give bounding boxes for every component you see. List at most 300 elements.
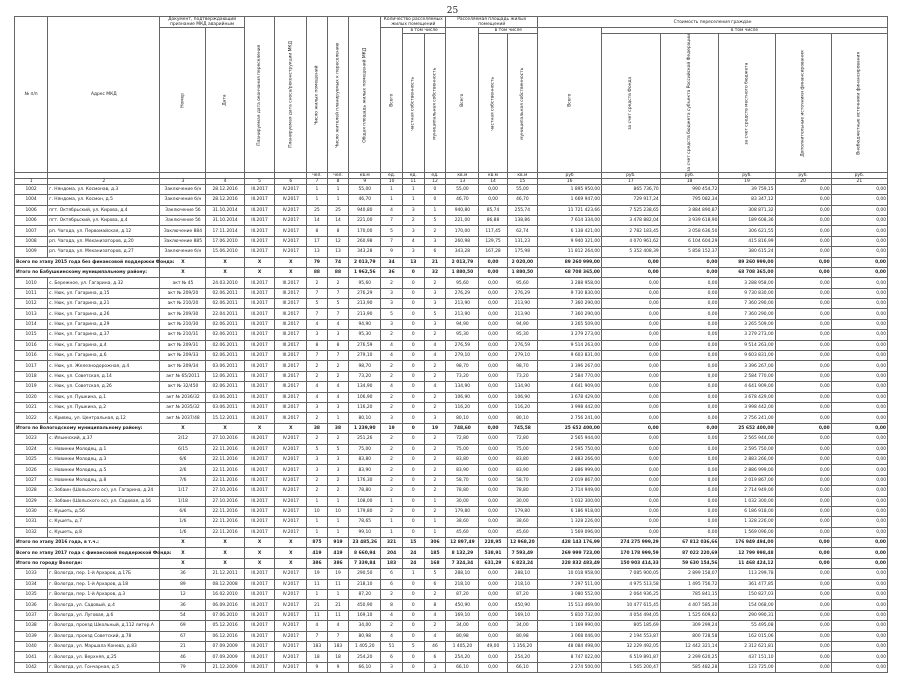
column-number-cell: 7: [307, 178, 327, 184]
table-cell: 95,30: [446, 330, 479, 340]
table-cell: 1 328 226,00: [719, 517, 775, 527]
table-cell: 1: [327, 517, 349, 527]
table-cell: 0,00: [831, 184, 887, 194]
table-cell: 1: [381, 184, 403, 194]
table-cell: 16.02.2010: [206, 590, 244, 600]
table-cell: IV.2017: [275, 215, 307, 225]
col-cost-extra: Дополнительные источники финансирования: [775, 34, 831, 173]
table-cell: 46,70: [507, 195, 538, 205]
table-cell: 0: [402, 423, 424, 433]
table-cell: IV.2017: [275, 652, 307, 662]
table-cell: 59 630 154,56: [660, 558, 719, 568]
table-cell: 2: [307, 413, 327, 423]
table-cell: 0,00: [601, 423, 660, 433]
table-cell: 0,00: [775, 475, 831, 485]
table-cell: 24.03.2010: [206, 278, 244, 288]
table-cell: 3 478 882,04: [601, 215, 660, 225]
table-cell: 3: [402, 205, 424, 215]
table-cell: 02.06.2011: [206, 288, 244, 298]
table-cell: 3: [402, 226, 424, 236]
column-number-cell: 10: [381, 178, 403, 184]
table-cell: 1 405,20: [446, 641, 479, 651]
table-cell: 0,00: [831, 434, 887, 444]
table-cell: 14: [327, 215, 349, 225]
table-cell: 0,00: [775, 330, 831, 340]
table-cell: 0,00: [775, 590, 831, 600]
table-row: [15, 403, 888, 413]
table-cell: 0,00: [775, 371, 831, 381]
table-cell: 0,00: [601, 309, 660, 319]
table-cell: 2 883 266,00: [538, 454, 602, 464]
table-cell: 2: [424, 621, 446, 631]
table-cell: 0,00: [831, 392, 887, 402]
table-cell: 0,00: [775, 257, 831, 267]
table-cell: III.2017: [244, 641, 275, 651]
table-cell: 138,86: [507, 215, 538, 225]
table-cell: 46: [160, 652, 206, 662]
table-cell: 0,00: [660, 392, 719, 402]
table-cell: 3: [424, 319, 446, 329]
table-cell: IV.2017: [275, 621, 307, 631]
table-cell: 1018: [15, 371, 48, 381]
table-cell: 0: [402, 610, 424, 620]
table-cell: 1024: [15, 444, 48, 454]
address-cell: с. Кушеть, д.7: [48, 517, 160, 527]
table-cell: 0,00: [601, 340, 660, 350]
address-cell: г. Няндома, ул. Космон, д.5: [48, 195, 160, 205]
table-cell: Заключение б/н: [160, 195, 206, 205]
table-cell: 1: [307, 527, 327, 537]
table-cell: 02.06.2011: [206, 382, 244, 392]
table-cell: 8: [307, 340, 327, 350]
table-cell: 1 356,20: [507, 641, 538, 651]
table-cell: 1016: [15, 340, 48, 350]
table-cell: III.2017: [275, 413, 307, 423]
table-cell: 1021: [15, 403, 48, 413]
table-cell: 22.11.2016: [206, 506, 244, 516]
table-cell: 0,00: [831, 486, 887, 496]
table-cell: 7 593,49: [507, 548, 538, 558]
table-cell: 3 265 509,00: [719, 319, 775, 329]
address-cell: г. Вологда, ул. Верхняя, д.25: [48, 652, 160, 662]
table-cell: 5: [381, 226, 403, 236]
table-cell: 213,90: [349, 309, 381, 319]
table-cell: 0,00: [831, 361, 887, 371]
table-cell: 7 360 290,00: [538, 309, 602, 319]
table-cell: 1006: [15, 205, 48, 215]
table-cell: 1 495 756,72: [660, 579, 719, 589]
table-cell: 7: [327, 631, 349, 641]
table-cell: 3: [424, 413, 446, 423]
table-cell: 0,00: [660, 257, 719, 267]
table-cell: акт № 32/450: [160, 382, 206, 392]
table-cell: 2 886 999,00: [719, 465, 775, 475]
table-cell: 0: [402, 496, 424, 506]
table-cell: 0: [402, 413, 424, 423]
table-cell: 0,00: [601, 454, 660, 464]
table-cell: 0,00: [479, 382, 507, 392]
table-cell: 8 132,29: [446, 548, 479, 558]
table-cell: X: [160, 423, 206, 433]
table-cell: IV.2017: [275, 454, 307, 464]
table-cell: 169,10: [446, 610, 479, 620]
table-cell: 5: [327, 444, 349, 454]
table-cell: X: [275, 267, 307, 277]
table-cell: 134,90: [507, 382, 538, 392]
table-cell: 7: [381, 215, 403, 225]
table-cell: 0,00: [660, 506, 719, 516]
table-cell: 2 584 770,00: [719, 371, 775, 381]
table-cell: 2: [424, 465, 446, 475]
table-cell: 1032: [15, 527, 48, 537]
table-cell: 0,00: [479, 600, 507, 610]
address-cell: с. Нюк, ул. Гагарина, д.21: [48, 299, 160, 309]
table-cell: 1019: [15, 382, 48, 392]
table-cell: 5: [307, 444, 327, 454]
table-cell: 1025: [15, 454, 48, 464]
table-row: [15, 309, 888, 319]
table-cell: 0,00: [479, 590, 507, 600]
table-cell: 58,70: [507, 475, 538, 485]
table-cell: акт № 2036/32: [160, 392, 206, 402]
table-cell: 0,00: [660, 340, 719, 350]
table-cell: 0,00: [601, 267, 660, 277]
table-cell: 343,28: [349, 247, 381, 257]
table-cell: 4: [381, 340, 403, 350]
table-cell: 3 998 442,00: [538, 403, 602, 413]
address-cell: с. Нюк, ул. Гагарина, д.29: [48, 319, 160, 329]
table-cell: 183: [381, 558, 403, 568]
table-cell: 386: [327, 558, 349, 568]
table-cell: III.2017: [244, 652, 275, 662]
table-cell: Заключение 885: [160, 236, 206, 246]
table-cell: 990 454,72: [660, 184, 719, 194]
table-cell: 0,00: [831, 652, 887, 662]
table-cell: 2: [424, 475, 446, 485]
table-row: [15, 631, 888, 641]
address-cell: г. Вологда, проезд Школьный, д.112 литер.А: [48, 621, 160, 631]
table-cell: 2: [424, 506, 446, 516]
summary-label: Итого по Вологодскому муниципальному району:: [15, 423, 160, 433]
table-cell: 4: [307, 382, 327, 392]
table-cell: III.2017: [244, 506, 275, 516]
table-cell: 0,00: [775, 610, 831, 620]
table-cell: 8: [307, 226, 327, 236]
table-row: [15, 340, 888, 350]
table-cell: 6: [381, 579, 403, 589]
table-cell: 22.04.2011: [206, 309, 244, 319]
table-cell: 0,00: [775, 267, 831, 277]
table-cell: 0,00: [601, 330, 660, 340]
table-cell: 0,00: [660, 319, 719, 329]
table-cell: 1: [402, 195, 424, 205]
table-row: [15, 517, 888, 527]
table-cell: 1: [327, 527, 349, 537]
table-cell: 2: [424, 403, 446, 413]
table-cell: 175,98: [507, 247, 538, 257]
summary-label: Всего по этапу 2017 года с финансовой поддержкой Фонда:: [15, 548, 160, 558]
table-cell: 183: [307, 641, 327, 651]
table-cell: IV.2017: [275, 600, 307, 610]
table-cell: 2/12: [160, 434, 206, 444]
table-cell: III.2017: [275, 309, 307, 319]
summary-row: [15, 423, 888, 433]
table-cell: 0,00: [775, 299, 831, 309]
table-cell: IV.2017: [275, 195, 307, 205]
table-cell: 06.12.2016: [206, 631, 244, 641]
table-cell: 0,00: [831, 590, 887, 600]
table-cell: 02.06.2011: [206, 299, 244, 309]
table-cell: III.2017: [244, 361, 275, 371]
table-cell: 7 360 290,00: [538, 299, 602, 309]
table-cell: 1/6: [160, 527, 206, 537]
column-number-cell: 12: [424, 178, 446, 184]
table-cell: 0,00: [601, 403, 660, 413]
table-cell: 5: [307, 299, 327, 309]
table-cell: 0: [402, 330, 424, 340]
table-cell: 4: [381, 205, 403, 215]
table-cell: 2: [381, 621, 403, 631]
table-cell: 7 339,84: [349, 558, 381, 568]
table-cell: 0,00: [660, 423, 719, 433]
table-cell: 1009: [15, 247, 48, 257]
table-cell: 150 903 414,33: [601, 558, 660, 568]
table-cell: 10: [327, 506, 349, 516]
table-cell: 6 823,24: [507, 558, 538, 568]
table-cell: 2: [307, 486, 327, 496]
table-cell: 98,70: [349, 361, 381, 371]
table-cell: 0,00: [479, 475, 507, 485]
table-row: [15, 205, 888, 215]
col-doc-number: Номер: [160, 28, 206, 173]
table-cell: 24: [402, 548, 424, 558]
table-cell: 15 513 469,00: [538, 600, 602, 610]
table-cell: 276,29: [507, 288, 538, 298]
column-number-cell: 6: [275, 178, 307, 184]
table-cell: 78,65: [349, 517, 381, 527]
table-cell: 940,80: [446, 205, 479, 215]
table-row: [15, 236, 888, 246]
table-cell: 39 759,15: [719, 184, 775, 194]
table-cell: 1006: [15, 215, 48, 225]
table-cell: 18: [307, 652, 327, 662]
table-cell: 85,74: [479, 205, 507, 215]
table-cell: 0,00: [775, 392, 831, 402]
table-cell: 0,00: [775, 641, 831, 651]
table-cell: 02.06.2011: [206, 340, 244, 350]
col-cost-incl: в том числе: [601, 28, 887, 34]
table-cell: 276,59: [446, 340, 479, 350]
table-cell: 34: [381, 257, 403, 267]
table-cell: акт № 210/30: [160, 319, 206, 329]
table-cell: 0: [402, 475, 424, 485]
table-cell: 05.12.2016: [206, 621, 244, 631]
table-cell: 0,00: [479, 662, 507, 672]
table-cell: 0,00: [601, 392, 660, 402]
resettlement-table: [14, 16, 888, 673]
table-cell: 9 603 831,00: [538, 351, 602, 361]
table-cell: 25: [327, 205, 349, 215]
table-cell: 1022: [15, 413, 48, 423]
table-cell: 3 265 509,00: [538, 319, 602, 329]
table-row: [15, 506, 888, 516]
table-cell: 729 917,24: [601, 195, 660, 205]
table-cell: X: [244, 548, 275, 558]
table-cell: IV.2017: [275, 506, 307, 516]
table-cell: 1002: [15, 184, 48, 194]
table-cell: 21: [424, 257, 446, 267]
table-cell: 25: [307, 205, 327, 215]
table-cell: 0,00: [775, 631, 831, 641]
table-cell: 0,00: [479, 278, 507, 288]
table-cell: 27.10.2016: [206, 496, 244, 506]
table-cell: акт № 209/31: [160, 340, 206, 350]
table-cell: 0,00: [775, 434, 831, 444]
table-cell: 1038: [15, 621, 48, 631]
table-cell: 1/6: [160, 517, 206, 527]
table-cell: 116,20: [507, 403, 538, 413]
table-cell: 0,00: [660, 527, 719, 537]
table-cell: 94,90: [349, 319, 381, 329]
table-cell: 0,00: [831, 195, 887, 205]
table-cell: 2: [307, 278, 327, 288]
table-cell: 0,00: [601, 257, 660, 267]
table-cell: 72,80: [446, 434, 479, 444]
table-cell: 6 104 604,29: [660, 236, 719, 246]
table-cell: 2: [424, 434, 446, 444]
table-cell: III.2017: [275, 403, 307, 413]
table-cell: 95,30: [507, 330, 538, 340]
table-cell: 800 728,58: [660, 631, 719, 641]
summary-label: Всего по этапу 2015 года без финансовой поддержки Фонда:: [15, 257, 160, 267]
table-cell: 7 360 290,00: [719, 309, 775, 319]
table-cell: 1: [381, 517, 403, 527]
table-cell: 83,90: [349, 465, 381, 475]
col-area-municipal: муниципальная собственность: [507, 34, 538, 173]
table-cell: 785 841,15: [660, 590, 719, 600]
table-cell: 1: [327, 496, 349, 506]
table-cell: 213,90: [349, 299, 381, 309]
summary-row: [15, 548, 888, 558]
table-cell: 87,20: [446, 590, 479, 600]
table-cell: 0,00: [479, 610, 507, 620]
table-cell: 0: [402, 652, 424, 662]
col-residents: Число жителей планируемых к переселению: [327, 17, 349, 173]
table-cell: 0,00: [831, 247, 887, 257]
table-cell: 15.06.2010: [206, 247, 244, 257]
table-cell: 0,00: [831, 267, 887, 277]
table-cell: 83,80: [507, 454, 538, 464]
table-cell: 30,00: [446, 496, 479, 506]
table-cell: 11 812 264,00: [538, 247, 602, 257]
table-cell: 4: [424, 610, 446, 620]
table-cell: 95,60: [349, 278, 381, 288]
table-cell: IV.2017: [275, 517, 307, 527]
table-cell: 2 714 949,00: [538, 486, 602, 496]
address-cell: с. Новинки Молодец, д.3: [48, 454, 160, 464]
table-cell: 0,00: [775, 506, 831, 516]
table-cell: 38,60: [446, 517, 479, 527]
table-cell: 2 886 999,00: [538, 465, 602, 475]
table-cell: X: [206, 267, 244, 277]
table-cell: 0,00: [479, 506, 507, 516]
address-cell: г. Вологда, ул. Маршала Конева, д.83: [48, 641, 160, 651]
table-cell: 3 058 636,50: [660, 226, 719, 236]
table-cell: 748,60: [446, 423, 479, 433]
table-row: [15, 195, 888, 205]
table-cell: 0,00: [479, 299, 507, 309]
unit-cell: руб.: [601, 172, 660, 178]
table-cell: X: [244, 538, 275, 548]
table-cell: 55 495,08: [719, 621, 775, 631]
table-cell: III.2017: [275, 392, 307, 402]
table-cell: 213,90: [446, 299, 479, 309]
table-cell: 18: [327, 652, 349, 662]
table-cell: 1 895 950,00: [538, 184, 602, 194]
table-cell: 1010: [15, 278, 48, 288]
table-cell: 176,30: [349, 475, 381, 485]
table-cell: X: [206, 538, 244, 548]
unit-cell: кв.м: [446, 172, 479, 178]
table-cell: 0,00: [601, 371, 660, 381]
table-cell: 5: [327, 299, 349, 309]
col-rooms-private: частная собственность: [402, 34, 424, 173]
table-cell: 361 477,85: [719, 579, 775, 589]
table-cell: 254,20: [446, 652, 479, 662]
table-cell: 0: [402, 590, 424, 600]
table-cell: Заключение б/н: [160, 184, 206, 194]
table-cell: 74: [327, 257, 349, 267]
table-cell: 865 736,70: [601, 184, 660, 194]
table-cell: 12.06.2011: [206, 371, 244, 381]
table-cell: 58,70: [446, 475, 479, 485]
table-cell: 17: [307, 236, 327, 246]
table-cell: 0,00: [660, 454, 719, 464]
table-cell: 4 641 909,00: [538, 382, 602, 392]
table-cell: 2: [424, 392, 446, 402]
table-cell: 2: [327, 475, 349, 485]
table-cell: IV.2017: [275, 569, 307, 579]
table-cell: 0,00: [831, 226, 887, 236]
table-cell: 4: [327, 382, 349, 392]
table-cell: 34,00: [507, 621, 538, 631]
table-cell: 1: [402, 184, 424, 194]
table-row: [15, 621, 888, 631]
table-cell: 98,70: [446, 361, 479, 371]
col-area-incl: в том числе: [479, 28, 538, 34]
table-cell: 2: [381, 330, 403, 340]
table-cell: 80,10: [507, 413, 538, 423]
table-cell: 4 641 909,00: [719, 382, 775, 392]
table-cell: 0,00: [601, 486, 660, 496]
table-cell: 2: [381, 371, 403, 381]
table-cell: III.2017: [244, 319, 275, 329]
table-cell: 3: [307, 403, 327, 413]
table-cell: 0,00: [479, 569, 507, 579]
table-cell: 9 603 831,00: [719, 351, 775, 361]
table-cell: 6 519 891,87: [601, 652, 660, 662]
table-cell: 07.09.2009: [206, 641, 244, 651]
table-cell: 213,90: [507, 309, 538, 319]
table-cell: 0,00: [775, 184, 831, 194]
table-cell: 0,00: [775, 444, 831, 454]
table-cell: 2 020,00: [507, 257, 538, 267]
table-cell: 0,00: [479, 330, 507, 340]
table-cell: 27.10.2016: [206, 486, 244, 496]
table-cell: 3: [327, 465, 349, 475]
table-cell: IV.2017: [275, 465, 307, 475]
table-row: [15, 288, 888, 298]
